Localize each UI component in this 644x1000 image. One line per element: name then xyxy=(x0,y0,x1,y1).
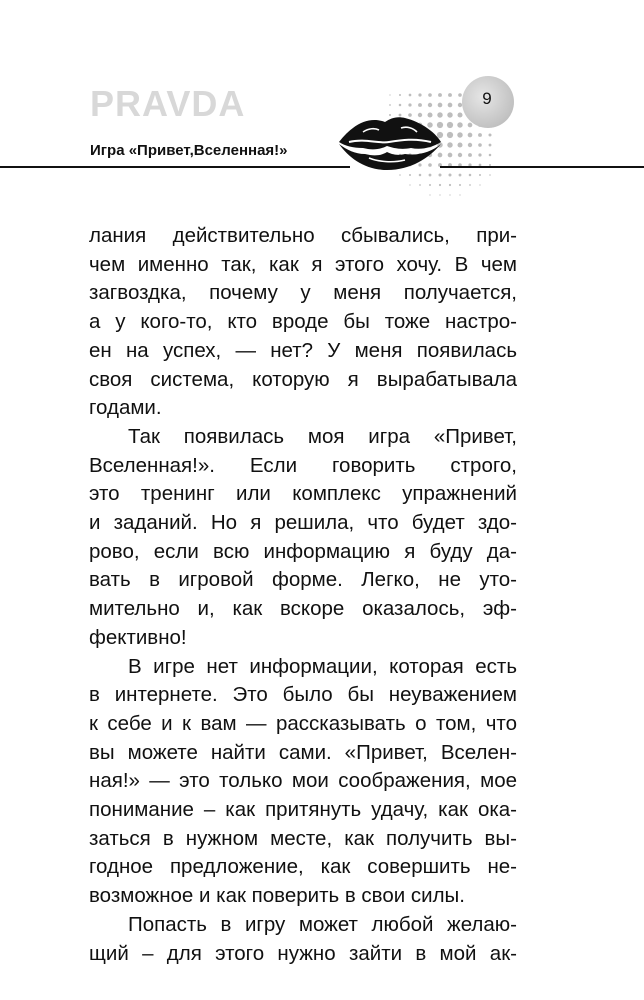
halftone-dot xyxy=(428,103,432,107)
halftone-dot xyxy=(448,93,452,97)
text-line: своя система, которую я вырабатывала xyxy=(89,367,517,391)
halftone-dot xyxy=(468,133,473,138)
text-line: годами. xyxy=(89,396,162,420)
halftone-dot xyxy=(419,184,421,186)
text-line: ен на успех, — нет? У меня появилась xyxy=(89,338,517,362)
halftone-dot xyxy=(449,194,450,195)
halftone-dot xyxy=(459,194,460,195)
halftone-dot xyxy=(459,174,462,177)
halftone-dot xyxy=(429,184,431,186)
halftone-dot xyxy=(418,93,421,96)
running-title: Игра «Привет,Вселенная!» xyxy=(90,142,288,159)
halftone-dot xyxy=(447,142,452,147)
text-line: это тренинг или комплекс упражнений xyxy=(89,482,517,506)
brand-logo-text: PRAVDA xyxy=(90,83,246,124)
text-line: Попасть в игру может любой желаю- xyxy=(128,912,517,936)
text-line: в интернете. Это было бы неуважением xyxy=(89,683,517,707)
halftone-dot xyxy=(479,174,481,176)
text-line: заться в нужном месте, как получить вы- xyxy=(89,826,517,850)
halftone-dot xyxy=(429,194,430,195)
text-line: ная!» — это только мои соображения, мое xyxy=(89,769,517,793)
body-text xyxy=(89,222,517,968)
halftone-dot xyxy=(447,112,452,117)
halftone-dot xyxy=(478,143,482,147)
halftone-dot xyxy=(389,104,391,106)
halftone-dot xyxy=(448,153,453,158)
text-line: вать в игровой форме. Легко, не уто- xyxy=(89,568,517,592)
halftone-dot xyxy=(457,132,462,137)
halftone-dot xyxy=(439,194,440,195)
lips-icon xyxy=(335,108,445,178)
halftone-dot xyxy=(479,184,480,185)
text-line: рово, если всю информацию я буду да- xyxy=(89,539,517,563)
text-line: понимание – как притянуть удачу, как ока- xyxy=(89,798,517,822)
halftone-dot xyxy=(447,122,453,128)
halftone-dot xyxy=(457,142,462,147)
halftone-dot xyxy=(478,133,482,137)
text-line: загвоздка, почему у меня получается, xyxy=(89,281,517,305)
text-line: щий – для этого нужно зайти в мой ак- xyxy=(89,941,517,965)
text-line: вы можете найти сами. «Привет, Вселен- xyxy=(89,740,517,764)
halftone-dot xyxy=(408,103,411,106)
halftone-dot xyxy=(389,94,390,95)
text-line: чем именно так, как я этого хочу. В чем xyxy=(89,252,517,276)
text-line: и заданий. Но я решила, что будет здо- xyxy=(89,511,517,535)
halftone-dot xyxy=(438,103,443,108)
halftone-dot xyxy=(409,94,412,97)
halftone-dot xyxy=(458,153,462,157)
halftone-dot xyxy=(439,184,441,186)
halftone-dot xyxy=(489,144,492,147)
halftone-dot xyxy=(468,143,472,147)
text-line: годное предложение, как совершить не- xyxy=(89,855,517,879)
text-line: мительно и, как вскоре оказалось, эф- xyxy=(89,597,517,621)
halftone-dot xyxy=(399,94,401,96)
halftone-dot xyxy=(469,174,472,177)
text-line: к себе и к вам — рассказывать о том, что xyxy=(89,711,517,735)
halftone-dot xyxy=(448,173,451,176)
halftone-dot xyxy=(448,103,453,108)
halftone-dot xyxy=(468,153,472,157)
text-line: фективно! xyxy=(89,625,187,649)
halftone-dot xyxy=(468,123,473,128)
halftone-dot xyxy=(399,104,402,107)
header-rule-left xyxy=(0,166,350,168)
halftone-dot xyxy=(449,184,451,186)
text-line: лания действительно сбывались, при- xyxy=(89,224,517,247)
halftone-dot xyxy=(469,184,471,186)
halftone-dot xyxy=(447,132,453,138)
page-number: 9 xyxy=(482,89,492,108)
halftone-dot xyxy=(418,103,422,107)
halftone-dot xyxy=(438,93,442,97)
text-line: Так появилась моя игра «Привет, xyxy=(128,424,517,448)
text-line: В игре нет информации, которая есть xyxy=(128,654,517,678)
text-line: Вселенная!». Если говорить строго, xyxy=(89,453,517,477)
halftone-dot xyxy=(428,93,432,97)
header-rule-right xyxy=(440,166,644,168)
halftone-dot xyxy=(489,154,492,157)
halftone-dot xyxy=(489,174,491,176)
halftone-dot xyxy=(459,184,461,186)
text-line: а у кого-то, кто вроде бы тоже настро- xyxy=(89,310,517,334)
halftone-dot xyxy=(457,122,462,127)
halftone-dot xyxy=(409,184,410,185)
text-line: возможное и как поверить в свои силы. xyxy=(89,884,465,908)
halftone-dot xyxy=(478,153,481,156)
halftone-dot xyxy=(488,133,491,136)
halftone-dot xyxy=(457,112,462,117)
